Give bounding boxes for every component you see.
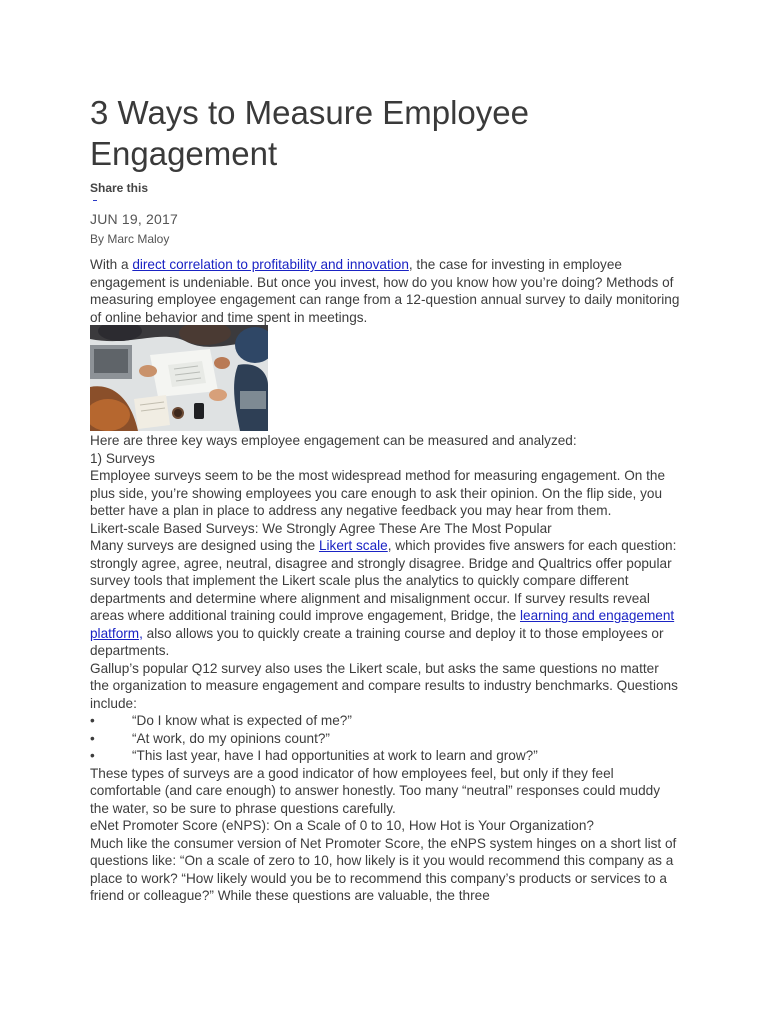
share-link-marker[interactable] — [93, 200, 97, 201]
article-body — [90, 432, 680, 905]
gallup-paragraph: Gallup’s popular Q12 survey also uses the Likert scale, but asks the same questions no matter the organization to measure engagement and compare results to industry benchmarks. Questions include: — [90, 660, 678, 711]
intro-rest: , the case for investing in employee engagement is undeniable. But once you invest, how do you know how you’re doing? Methods of measuring employee engagement can range from a 12-question annual survey to daily monitoring of online behavior and time spent in meetings. — [90, 257, 680, 325]
profitability-link[interactable]: direct correlation to profitability and innovation — [132, 257, 409, 272]
list-item — [90, 730, 680, 748]
likert-text-1: Many surveys are designed using the — [90, 538, 319, 553]
q12-question-list — [90, 712, 680, 765]
question-text: “This last year, have I had opportunities at work to learn and grow?” — [132, 748, 538, 763]
lead-sentence: Here are three key ways employee engagement can be measured and analyzed: — [90, 433, 577, 448]
publish-date: JUN 19, 2017 — [90, 211, 179, 227]
likert-text-3: also allows you to quickly create a training course and deploy it to those employees or departments. — [90, 625, 664, 658]
likert-scale-link[interactable]: Likert scale — [318, 538, 388, 553]
intro-paragraph — [90, 256, 680, 326]
likert-heading: Likert-scale Based Surveys: We Strongly Agree These Are The Most Popular — [90, 520, 552, 536]
author-byline: By Marc Maloy — [90, 232, 170, 246]
likert-text-2: , which provides five answers for each question: strongly agree, agree, neutral, disagree and strongly disagree. Bridge and Qualtrics offer popular survey tools that implement the Likert scale plus the analytics to quickly compare different departments and determine where alignment and misalignment occur. If survey results reveal areas where additional training could improve engagement, Bridge, the — [90, 538, 677, 623]
question-text: “Do I know what is expected of me?” — [132, 713, 352, 728]
list-item — [90, 747, 680, 765]
share-this-label[interactable]: Share this — [90, 181, 149, 195]
article-title: 3 Ways to Measure Employee Engagement — [90, 94, 529, 172]
engagement-platform-link[interactable]: learning and engagement platform, — [90, 608, 675, 641]
surveys-paragraph: Employee surveys seem to be the most widespread method for measuring engagement. On the plus side, you’re showing employees you care enough to ask their opinion. On the flip side, you better have a plan in place to address any negative feedback you may hear from them. — [90, 468, 666, 518]
enps-paragraph: Much like the consumer version of Net Promoter Score, the eNPS system hinges on a short list of questions like: “On a scale of zero to 10, how likely is it you would recommend this company as a place to work? “How likely would you be to recommend this company’s products or services to a friend or colleague?” While these questions are valuable, the three — [90, 835, 677, 903]
bullet-glyph: • — [90, 748, 95, 763]
question-text: “At work, do my opinions count?” — [132, 730, 330, 746]
likert-paragraph — [90, 537, 680, 660]
indicator-paragraph: These types of surveys are a good indicator of how employees feel, but only if they feel comfortable (and care enough) to answer honestly. Too many “neutral” responses could muddy the water, so be sure to phrase questions carefully. — [90, 765, 660, 816]
enps-heading: eNet Promoter Score (eNPS): On a Scale of 0 to 10, How Hot is Your Organization? — [90, 818, 594, 833]
intro-prefix: With a — [90, 257, 133, 272]
bullet-glyph: • — [90, 730, 95, 746]
section-heading-surveys: 1) Surveys — [90, 450, 155, 466]
list-item — [90, 712, 680, 730]
bullet-glyph: • — [90, 713, 95, 728]
team-meeting-photo — [90, 325, 268, 431]
